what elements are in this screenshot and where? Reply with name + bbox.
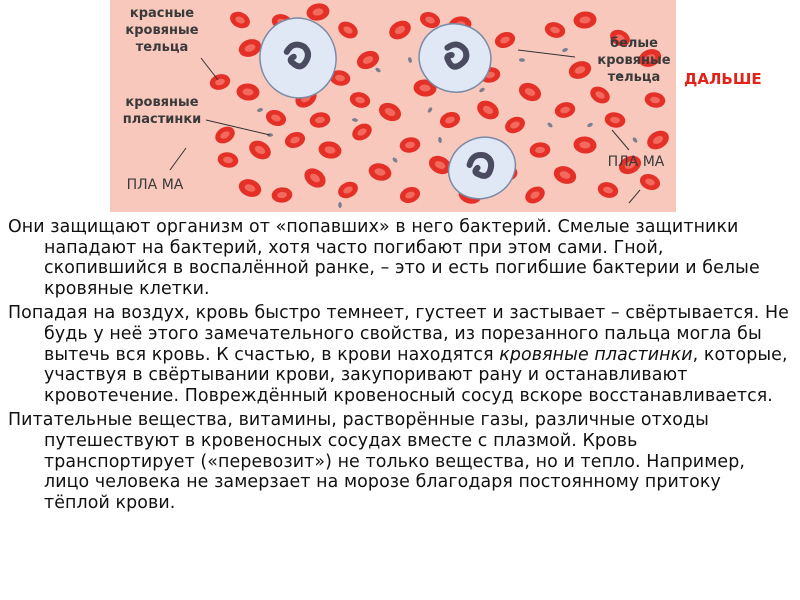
italic-term: кровяные пластинки xyxy=(499,344,693,365)
label-plasma-left: ПЛА МА xyxy=(126,177,184,193)
paragraph-1 xyxy=(8,217,792,299)
paragraph-text: , которые, участвуя в свёртывании крови, закупоривают рану и останавливают кровотечение. Повреждённый кровеносный сосуд вскоре восстанавливается. xyxy=(44,344,788,406)
blood-cells-illustration xyxy=(110,0,676,212)
paragraph-text: Питательные вещества, витамины, растворённые газы, различные отходы путешествуют в кровеносных сосудах вместе с плазмой. Кровь транспортирует («перевозит») не только вещества, но и тепло. Например, лицо человека не замерзает на морозе благодаря постоянному притоку тёплой крови. xyxy=(8,410,745,513)
label-white-cells: белые кровяные тельца xyxy=(597,36,671,85)
label-plasma-right: ПЛА МА xyxy=(607,154,665,170)
label-red-cells: красные кровяные тельца xyxy=(125,6,199,55)
body-text xyxy=(8,217,792,513)
paragraph-3 xyxy=(8,410,792,513)
next-button[interactable]: ДАЛЬШЕ xyxy=(684,70,762,88)
paragraph-2 xyxy=(8,303,792,406)
label-platelets: кровяные пластинки xyxy=(122,95,202,127)
paragraph-text: Они защищают организм от «попавших» в него бактерий. Смелые защитники нападают на бактерий, хотя часто погибают при этом сами. Гной, скопившийся в воспалённой ранке, – это и есть погибшие бактерии и белые кровяные клетки. xyxy=(8,217,760,299)
paragraph-text: Попадая на воздух, кровь быстро темнеет, густеет и застывает – свёртывается. Не будь у неё этого замечательного свойства, из порезанного пальца могла бы вытечь вся кровь. К счастью, в крови находятся xyxy=(8,303,789,365)
